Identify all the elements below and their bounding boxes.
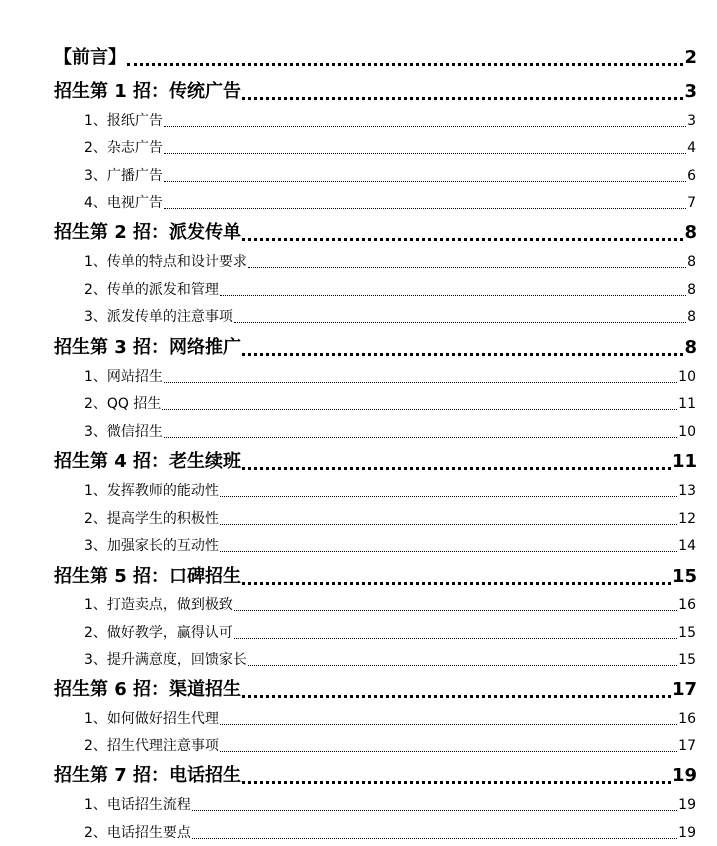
toc-entry-title: 1、电话招生流程 [84,797,191,813]
toc-dot-leader [242,97,683,100]
toc-entry-title: 2、传单的派发和管理 [84,282,219,298]
toc-page-number: 8 [684,222,697,243]
toc-entry-title: 3、派发传单的注意事项 [84,309,233,325]
toc-section-entry[interactable] [84,651,696,669]
toc-section-entry[interactable] [84,139,696,157]
toc-page-number: 10 [678,424,696,440]
toc-dot-leader [242,353,683,356]
toc-entry-title: 招生第 1 招：传统广告 [54,81,242,102]
toc-page-number: 8 [684,337,697,358]
toc-entry-title: 3、提升满意度，回馈家长 [84,652,247,668]
toc-page-number: 16 [678,711,696,727]
toc-entry-title: 3、加强家长的互动性 [84,538,219,554]
toc-chapter-entry[interactable] [54,451,697,473]
toc-entry-title: 1、传单的特点和设计要求 [84,254,247,270]
toc-dot-leader [164,208,686,209]
toc-section-entry[interactable] [84,194,696,212]
toc-dot-leader [162,409,677,410]
toc-section-entry[interactable] [84,167,696,185]
toc-entry-title: 2、提高学生的积极性 [84,511,219,527]
toc-entry-title: 招生第 6 招：渠道招生 [54,679,242,700]
toc-chapter-entry[interactable] [54,337,697,359]
toc-dot-leader [164,437,677,438]
toc-chapter-entry[interactable] [54,222,697,244]
toc-section-entry[interactable] [84,308,696,326]
toc-page-number: 11 [671,451,697,472]
toc-section-entry[interactable] [84,737,696,755]
toc-page-number: 13 [678,483,696,499]
toc-section-entry[interactable] [84,510,696,528]
toc-section-entry[interactable] [84,253,696,271]
toc-entry-title: 3、广播广告 [84,168,163,184]
toc-section-entry[interactable] [84,281,696,299]
toc-entry-title: 2、QQ 招生 [84,396,162,412]
toc-page-number: 19 [671,765,697,786]
toc-dot-leader [242,467,671,470]
toc-page-number: 3 [684,81,697,102]
toc-entry-title: 3、微信招生 [84,424,163,440]
toc-dot-leader [220,496,677,497]
toc-dot-leader [164,382,677,383]
toc-section-entry[interactable] [84,710,696,728]
toc-chapter-entry[interactable] [54,679,697,701]
toc-dot-leader [220,724,677,725]
toc-section-entry[interactable] [84,624,696,642]
toc-entry-title: 1、打造卖点，做到极致 [84,597,233,613]
toc-page-number: 16 [678,597,696,613]
toc-dot-leader [248,267,686,268]
toc-entry-title: 招生第 2 招：派发传单 [54,222,242,243]
toc-chapter-entry[interactable] [54,47,697,69]
toc-dot-leader [234,322,686,323]
toc-section-entry[interactable] [84,537,696,555]
toc-dot-leader [127,63,683,66]
toc-entry-title: 2、电话招生要点 [84,825,191,841]
toc-page-number: 15 [678,652,696,668]
toc-dot-leader [220,551,677,552]
toc-dot-leader [164,181,686,182]
toc-entry-title: 1、报纸广告 [84,113,163,129]
toc-section-entry[interactable] [84,824,696,842]
toc-dot-leader [242,238,683,241]
toc-page-number: 17 [678,738,696,754]
toc-page-number: 17 [671,679,697,700]
toc-entry-title: 2、招生代理注意事项 [84,738,219,754]
toc-entry-title: 【前言】 [54,47,126,68]
toc-section-entry[interactable] [84,368,696,386]
toc-entry-title: 招生第 3 招：网络推广 [54,337,242,358]
toc-page-number: 6 [687,168,696,184]
toc-dot-leader [192,810,677,811]
toc-page-number: 15 [671,566,697,587]
toc-entry-title: 招生第 4 招：老生续班 [54,451,242,472]
toc-entry-title: 2、杂志广告 [84,140,163,156]
toc-section-entry[interactable] [84,482,696,500]
toc-dot-leader [220,524,677,525]
toc-chapter-entry[interactable] [54,765,697,787]
toc-entry-title: 4、电视广告 [84,195,163,211]
toc-page-number: 11 [678,396,696,412]
toc-page-number: 8 [687,254,696,270]
toc-section-entry[interactable] [84,423,696,441]
toc-dot-leader [234,610,677,611]
toc-page-number: 12 [678,511,696,527]
toc-dot-leader [242,781,671,784]
toc-page-number: 19 [678,825,696,841]
toc-entry-title: 1、如何做好招生代理 [84,711,219,727]
toc-chapter-entry[interactable] [54,566,697,588]
toc-page-number: 2 [684,47,697,68]
toc-dot-leader [192,838,677,839]
toc-dot-leader [164,126,686,127]
toc-entry-title: 招生第 5 招：口碑招生 [54,566,242,587]
toc-dot-leader [164,153,686,154]
toc-dot-leader [242,695,671,698]
toc-dot-leader [248,665,677,666]
toc-entry-title: 1、发挥教师的能动性 [84,483,219,499]
toc-dot-leader [220,295,686,296]
toc-dot-leader [242,582,671,585]
toc-section-entry[interactable] [84,112,696,130]
toc-page-number: 4 [687,140,696,156]
toc-page-number: 15 [678,625,696,641]
toc-page-number: 8 [687,309,696,325]
toc-page-number: 7 [687,195,696,211]
toc-section-entry[interactable] [84,395,696,413]
toc-entry-title: 招生第 7 招：电话招生 [54,765,242,786]
toc-page-number: 19 [678,797,696,813]
toc-entry-title: 1、网站招生 [84,369,163,385]
toc-section-entry[interactable] [84,796,696,814]
toc-section-entry[interactable] [84,596,696,614]
toc-entry-title: 2、做好教学，赢得认可 [84,625,233,641]
toc-dot-leader [220,751,677,752]
toc-page-number: 14 [678,538,696,554]
toc-page-number: 8 [687,282,696,298]
toc-page-number: 10 [678,369,696,385]
toc-page-number: 3 [687,113,696,129]
toc-dot-leader [234,638,677,639]
toc-chapter-entry[interactable] [54,81,697,103]
